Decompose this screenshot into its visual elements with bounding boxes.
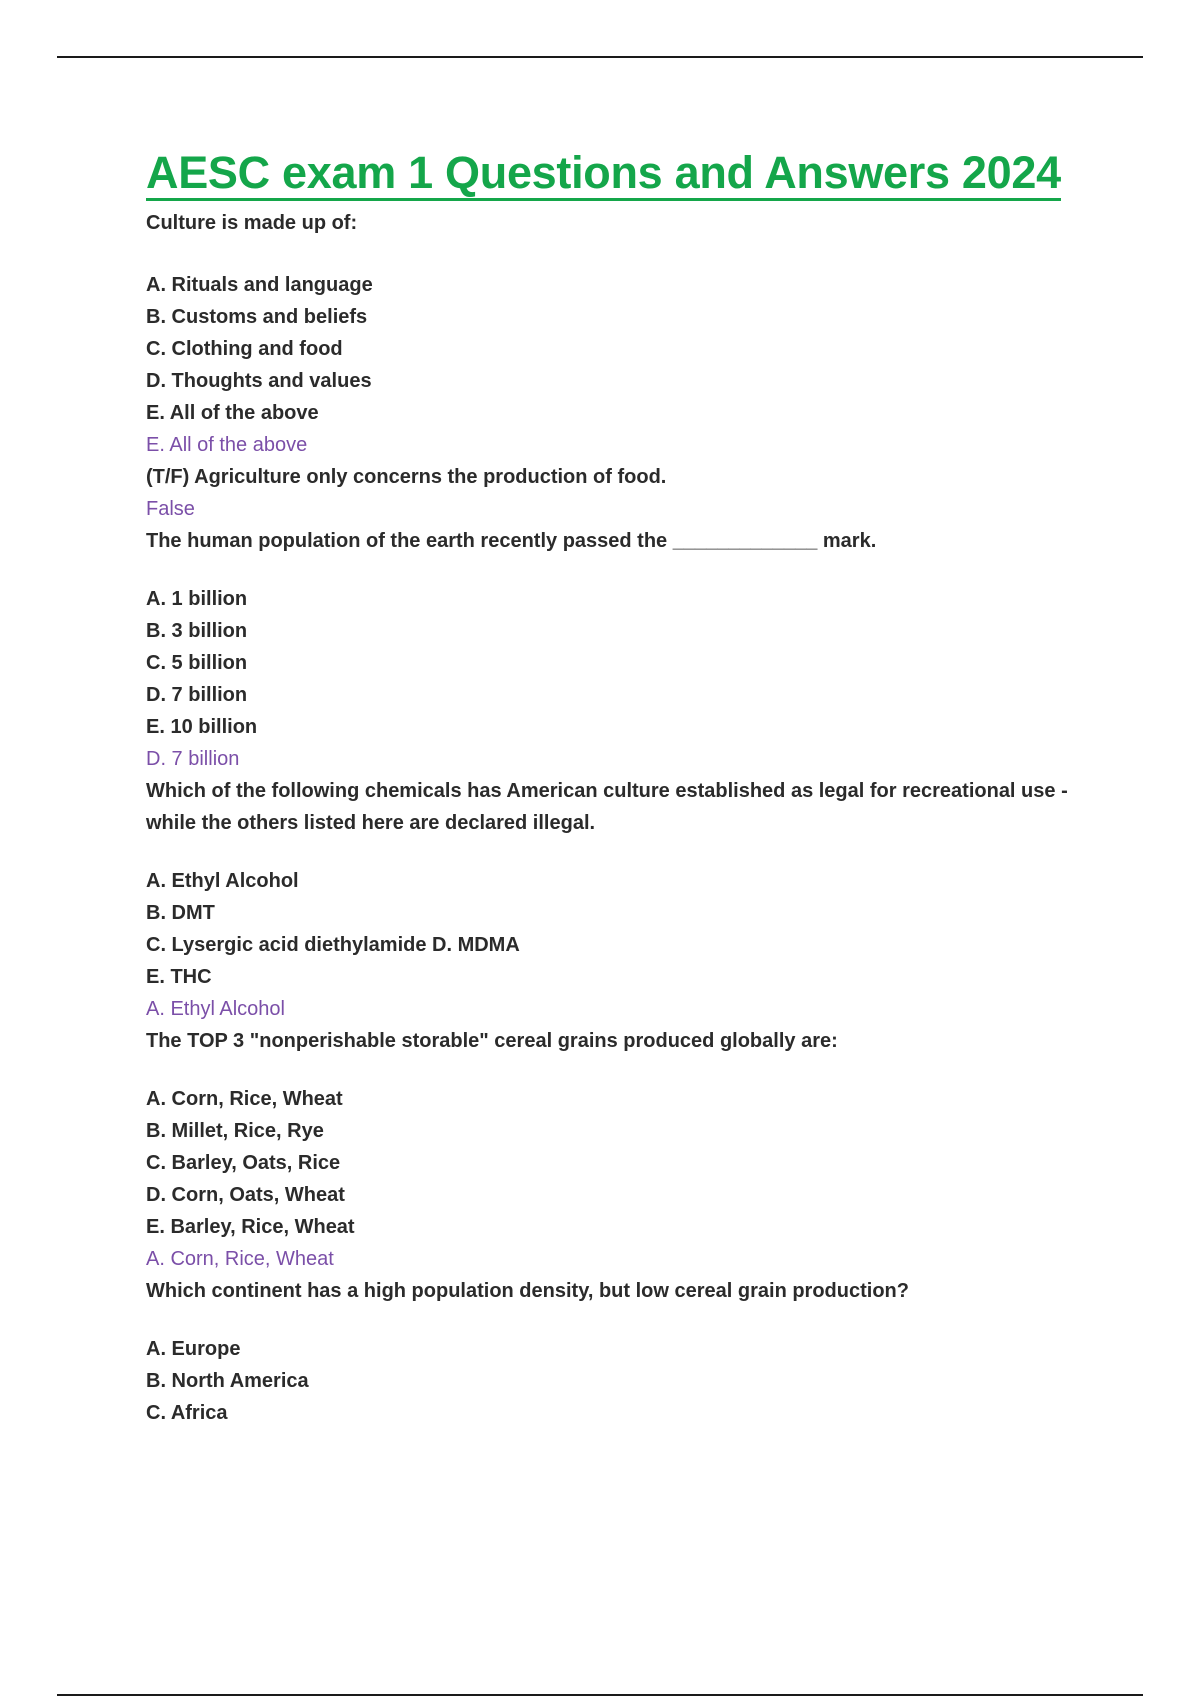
option: C. Lysergic acid diethylamide D. MDMA xyxy=(146,933,520,956)
answer-text: A. Corn, Rice, Wheat xyxy=(146,1247,334,1270)
option: B. Customs and beliefs xyxy=(146,305,368,328)
answer-text: A. Ethyl Alcohol xyxy=(146,997,285,1020)
option: C. Barley, Oats, Rice xyxy=(146,1151,341,1174)
answer-text: E. All of the above xyxy=(146,433,308,456)
option: D. Corn, Oats, Wheat xyxy=(146,1183,345,1206)
question-text: Culture is made up of: xyxy=(146,211,358,234)
option: C. Africa xyxy=(146,1401,228,1424)
option: C. 5 billion xyxy=(146,651,248,674)
option: A. Europe xyxy=(146,1337,241,1360)
question-block-2 xyxy=(146,461,1076,525)
option: D. 7 billion xyxy=(146,683,248,706)
option: E. All of the above xyxy=(146,401,319,424)
question-block-3 xyxy=(146,525,1076,775)
question-text: Which of the following chemicals has American culture established as legal for recreational use - while the others listed here are declared illegal. xyxy=(146,779,1068,834)
page-content xyxy=(146,148,1076,1429)
option: B. 3 billion xyxy=(146,619,248,642)
question-text: (T/F) Agriculture only concerns the production of food. xyxy=(146,465,667,488)
answer-text: D. 7 billion xyxy=(146,747,240,770)
option: D. Thoughts and values xyxy=(146,369,372,392)
answer-text: False xyxy=(146,497,195,520)
question-text: The human population of the earth recently passed the _____________ mark. xyxy=(146,529,877,552)
option: A. Ethyl Alcohol xyxy=(146,869,299,892)
question-block-1 xyxy=(146,207,1076,461)
option: B. DMT xyxy=(146,901,215,924)
option: A. Corn, Rice, Wheat xyxy=(146,1087,343,1110)
option: A. 1 billion xyxy=(146,587,248,610)
top-rule xyxy=(57,56,1143,58)
bottom-rule xyxy=(57,1694,1143,1696)
option: C. Clothing and food xyxy=(146,337,343,360)
document-title: AESC exam 1 Questions and Answers 2024 xyxy=(146,148,1061,201)
question-block-5 xyxy=(146,1025,1076,1275)
question-text: The TOP 3 "nonperishable storable" cereal grains produced globally are: xyxy=(146,1029,838,1052)
option: E. 10 billion xyxy=(146,715,258,738)
question-block-4 xyxy=(146,775,1076,1025)
option: A. Rituals and language xyxy=(146,273,373,296)
option: B. North America xyxy=(146,1369,309,1392)
option: E. THC xyxy=(146,965,212,988)
option: E. Barley, Rice, Wheat xyxy=(146,1215,355,1238)
option: B. Millet, Rice, Rye xyxy=(146,1119,324,1142)
question-text: Which continent has a high population density, but low cereal grain production? xyxy=(146,1279,909,1302)
question-block-6 xyxy=(146,1275,1076,1429)
